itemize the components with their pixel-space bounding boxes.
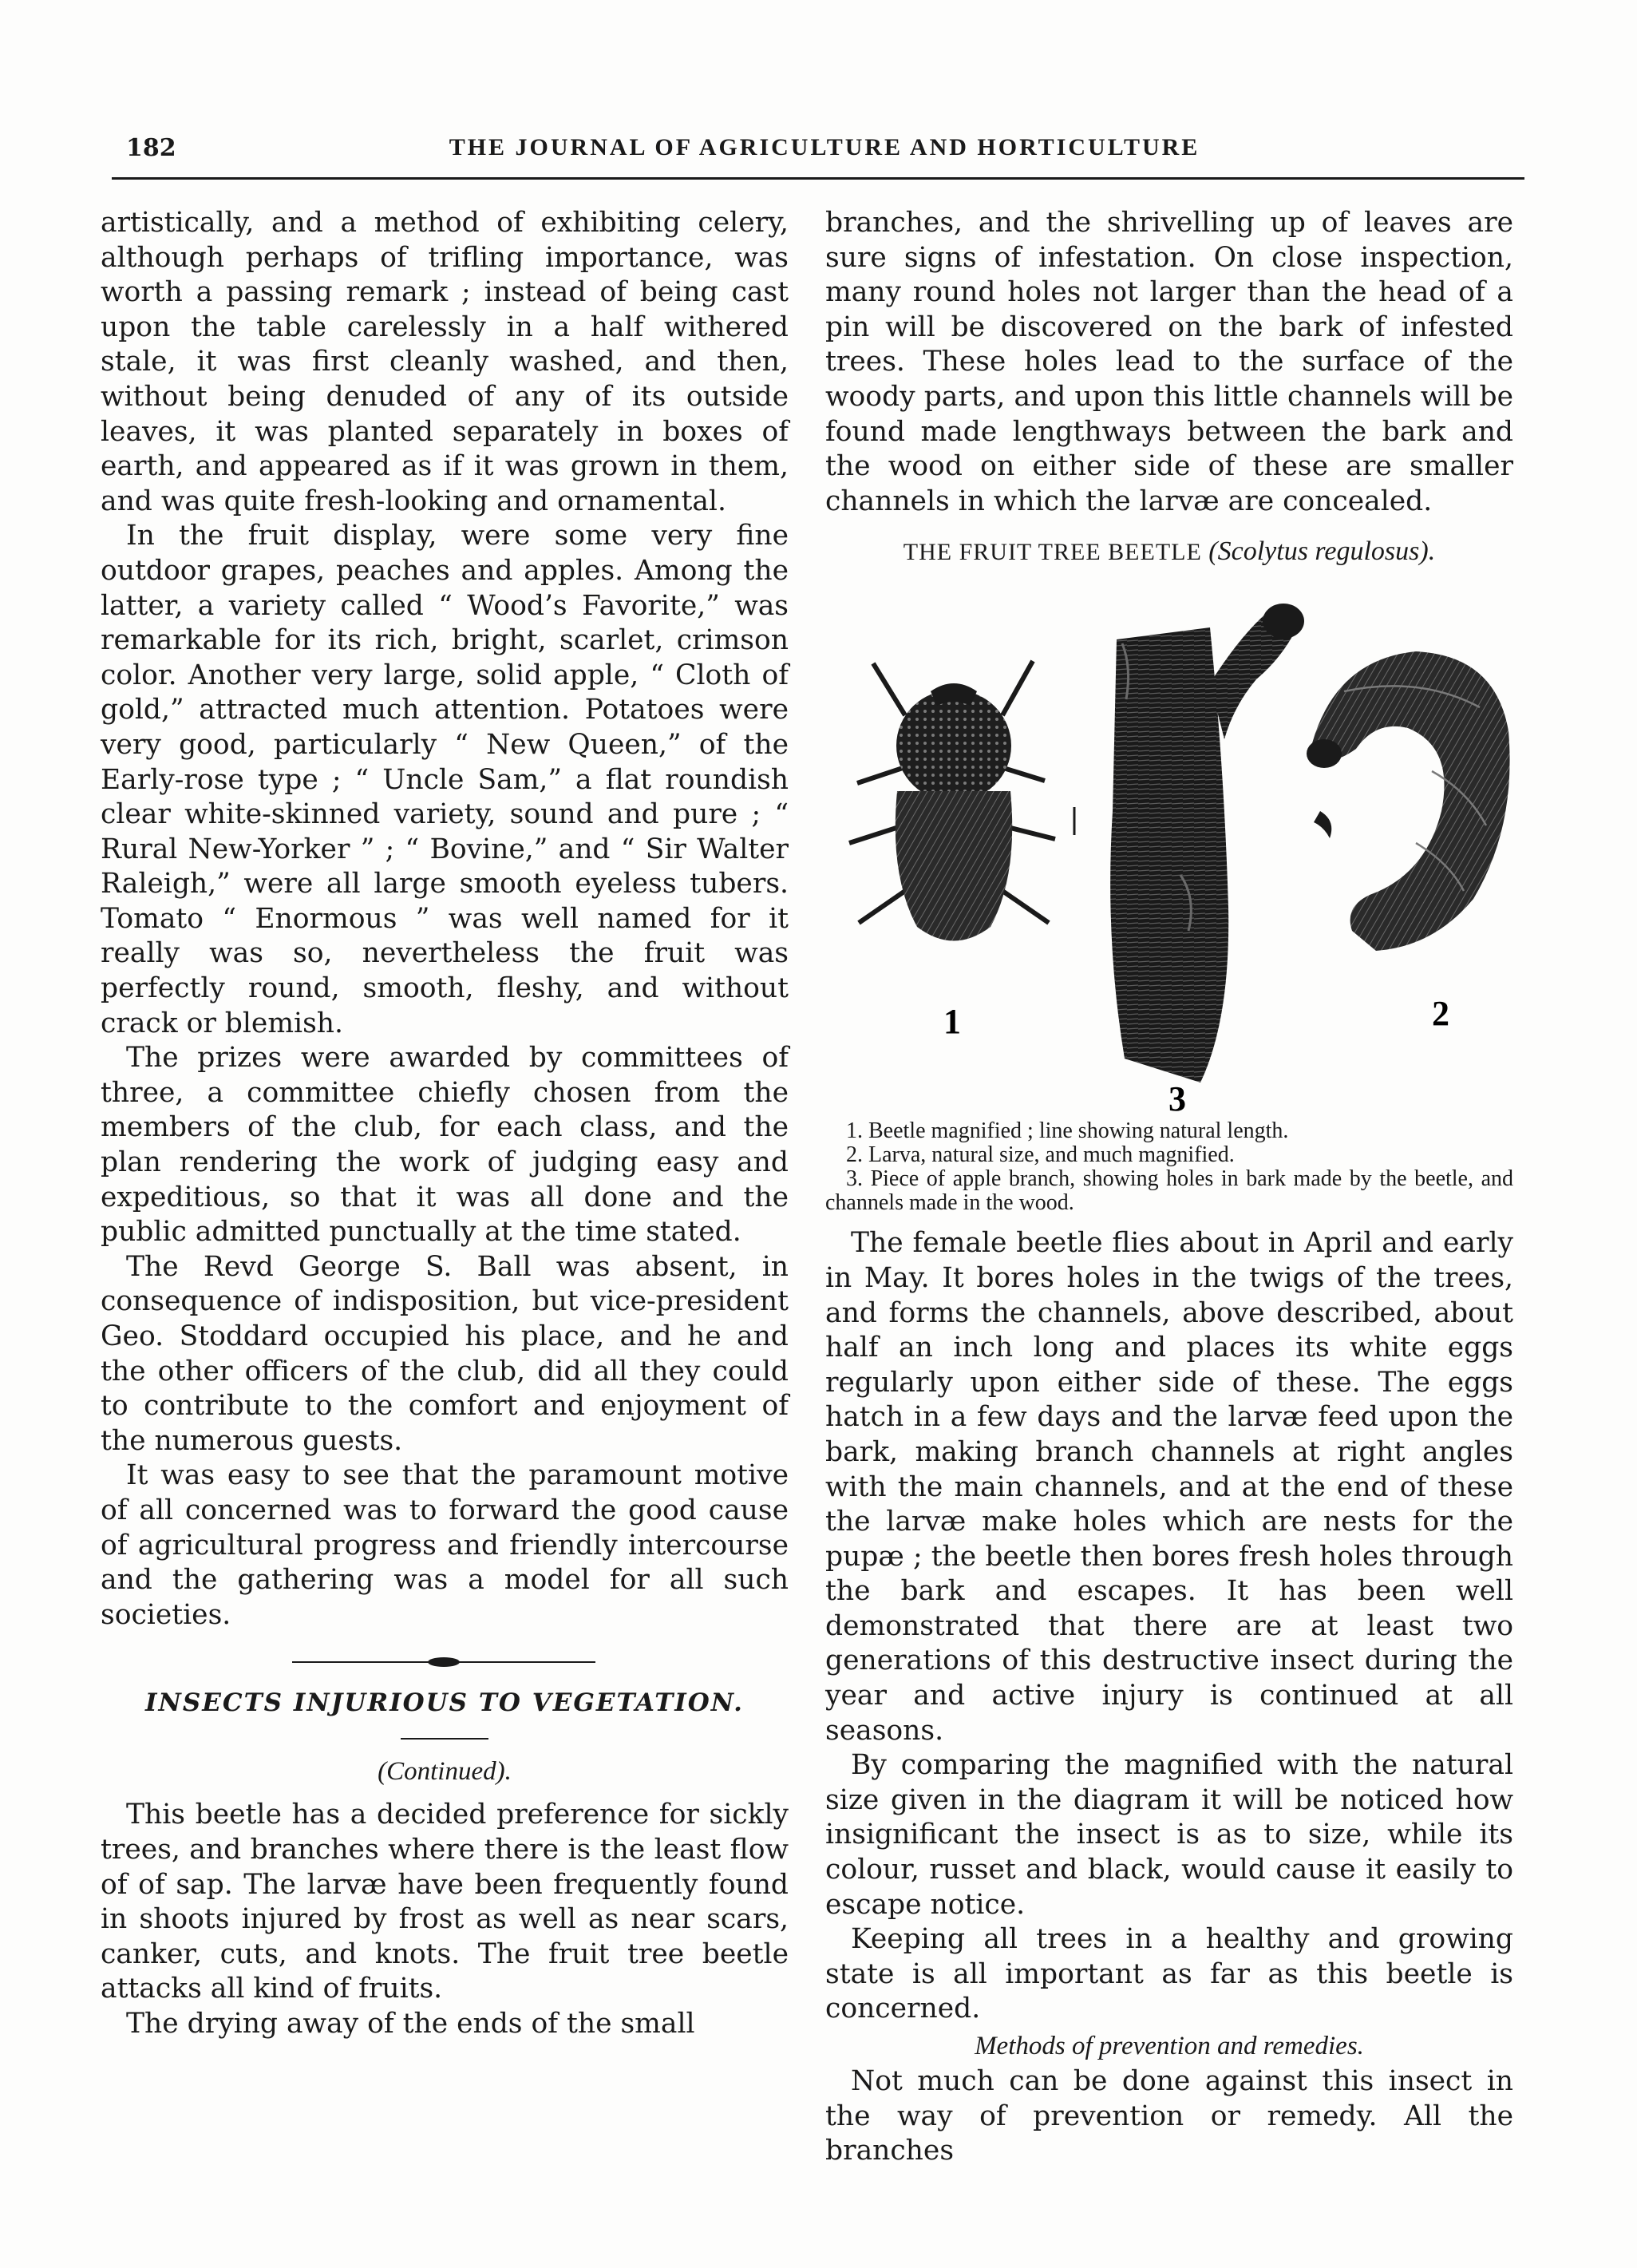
figure-label-3: 3 xyxy=(1168,1079,1186,1115)
running-head xyxy=(126,134,1523,174)
article-paragraph: This beetle has a decided preference for sickly trees, and branches where there is the least flow of of sap. The larvæ have been frequently found in shoots injured by frost as well as near scars, canker, cuts, and knots. The fruit tree beetle attacks all kind of fruits. xyxy=(101,1799,789,2005)
figure-caption: 2. Larva, natural size, and much magnified. xyxy=(846,1142,1235,1168)
branch-drawing xyxy=(1110,604,1304,1083)
larva-drawing xyxy=(1307,651,1510,951)
figure-species: (Scolytus regulosus). xyxy=(1208,536,1436,567)
article-paragraph: artistically, and a method of exhibiting celery, although perhaps of trifling importance, was worth a passing remark ; instead of being cast upon the table carelessly in a half withered stale, it was first cleanly washed, and then, without being denuded of any of its outside leaves, it was planted separately in boxes of earth, and appeared as if it was grown in them, and was quite fresh-looking and ornamental. xyxy=(101,207,789,517)
beetle-drawing xyxy=(849,661,1055,941)
left-column xyxy=(101,206,789,2042)
page-number: 182 xyxy=(126,134,176,162)
article-paragraph: It was easy to see that the paramount motive of all concerned was to forward the good cause of agricultural progress and friendly intercourse and the gathering was a model for all such societies. xyxy=(101,1459,789,1631)
article-paragraph: In the fruit display, were some very fine outdoor grapes, peaches and apples. Among the latter, a variety called “ Wood’s Favorite,” was remarkable for its rich, bright, scarlet, crimson color. Another very large, solid apple, “ Cloth of gold,” attracted much attention. Potatoes were very good, particularly “ New Queen,” of the Early-rose type ; “ Uncle Sam,” a flat roundish clear white-skinned variety, sound and pure ; “ Rural New-Yorker ” ; “ Bovine,” and “ Sir Walter Raleigh,” were all large smooth eyeless tubers. Tomato “ Enormous ” was well named for it really was so, nevertheless the fruit was perfectly round, smooth, fleshy, and without crack or blemish. xyxy=(101,520,789,1039)
article-paragraph: The Revd George S. Ball was absent, in consequence of indisposition, but vice-president Geo. Stoddard occupied his place, and he and the other officers of the club, did all they could to contribute to the comfort and enjoyment of the numerous guests. xyxy=(101,1250,789,1457)
right-column xyxy=(825,206,1513,2169)
figure-captions xyxy=(825,1119,1513,1215)
header-rule xyxy=(112,177,1524,180)
beetle-illustration xyxy=(825,572,1513,1114)
subheading: Methods of prevention and remedies. xyxy=(975,2032,1364,2060)
figure-label-2: 2 xyxy=(1432,994,1449,1034)
article-paragraph: By comparing the magnified with the natural size given in the diagram it will be noticed how insignificant the insect is as to size, while its colour, russet and black, would cause it easily to escape notice. xyxy=(825,1749,1513,1921)
article-paragraph: branches, and the shrivelling up of leaves are sure signs of infestation. On close inspection, many round holes not larger than the head of a pin will be discovered on the bark of infested trees. These holes lead to the surface of the woody parts, and upon this little channels will be found made lengthways between the bark and the wood on either side of these are smaller channels in which the larvæ are concealed. xyxy=(825,207,1513,517)
figure-caption: 1. Beetle magnified ; line showing natural length. xyxy=(846,1118,1289,1144)
figure-title-text: THE FRUIT TREE BEETLE xyxy=(903,539,1202,566)
article-paragraph: Not much can be done against this insect in the way of prevention or remedy. All the branches xyxy=(825,2065,1513,2167)
article-paragraph: Keeping all trees in a healthy and growing state is all important as far as this beetle is concerned. xyxy=(825,1923,1513,2025)
continued-note: (Continued). xyxy=(378,1757,512,1787)
figure-title xyxy=(825,536,1513,567)
divider-ornament xyxy=(428,1657,460,1667)
figure-caption: 3. Piece of apple branch, showing holes in bark made by the beetle, and channels made in the wood. xyxy=(825,1166,1513,1216)
heading-rule xyxy=(401,1738,488,1740)
article-paragraph: The female beetle flies about in April and early in May. It bores holes in the twigs of the trees, and forms the channels, above described, about half an inch long and places its white eggs regularly upon either side of these. The eggs hatch in a few days and the larvæ feed upon the bark, making branch channels at right angles with the main channels, and at the end of these the larvæ make holes which are nests for the pupæ ; the beetle then bores fresh holes through the bark and escapes. It has been well demonstrated that there are at least two generations of this destructive insect during the year and active injury is continued at all seasons. xyxy=(825,1227,1513,1747)
section-divider xyxy=(101,1644,789,1680)
larva-natural-size xyxy=(1314,811,1331,838)
beetle-figure-svg xyxy=(825,572,1513,1114)
section-heading: INSECTS INJURIOUS TO VEGETATION. xyxy=(145,1688,744,1718)
article-paragraph: The prizes were awarded by committees of three, a committee chiefly chosen from the members of the club, for each class, and the plan rendering the work of judging easy and expeditious, so that it was all done and the public admitted punctually at the time stated. xyxy=(101,1042,789,1249)
journal-title: THE JOURNAL OF AGRICULTURE AND HORTICULTURE xyxy=(449,134,1200,160)
figure-label-1: 1 xyxy=(943,1002,961,1042)
article-paragraph: The drying away of the ends of the small xyxy=(126,2007,695,2040)
